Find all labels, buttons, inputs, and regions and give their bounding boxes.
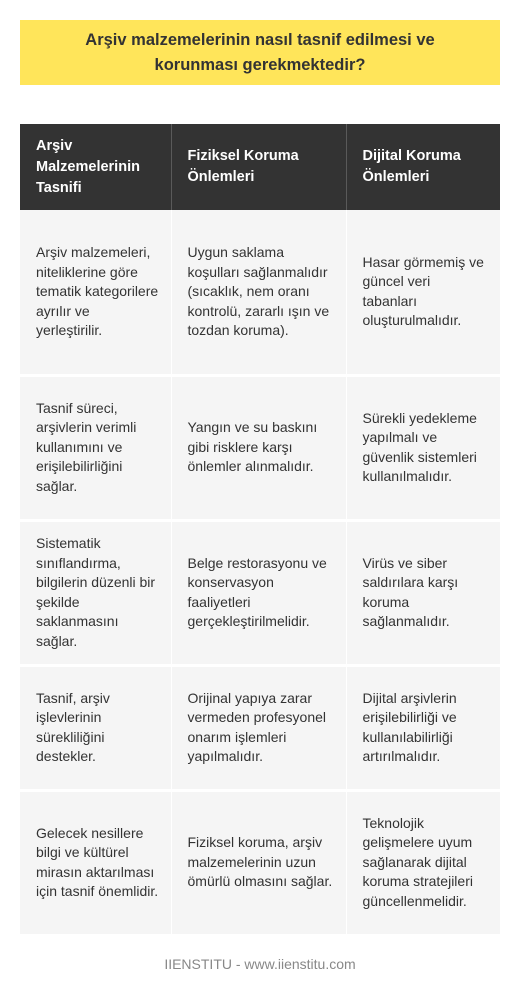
table-cell: Teknolojik gelişmelere uyum sağlanarak dijital koruma stratejileri güncellenmelidir.	[346, 790, 500, 935]
page-title	[20, 20, 500, 85]
page-title-text: Arşiv malzemelerinin nasıl tasnif edilmesi ve korunması gerekmektedir?	[85, 30, 435, 74]
footer-credit: IIENSTITU - www.iienstitu.com	[164, 956, 356, 972]
table-row	[20, 665, 500, 790]
table-cell: Sistematik sınıflandırma, bilgilerin düzenli bir şekilde saklanmasını sağlar.	[20, 520, 171, 665]
table-cell: Orijinal yapıya zarar vermeden profesyonel onarım işlemleri yapılmalıdır.	[171, 665, 346, 790]
column-header-digital-protection: Dijital Koruma Önlemleri	[346, 124, 500, 210]
comparison-table	[20, 124, 500, 937]
table-row	[20, 375, 500, 520]
header-row	[20, 124, 500, 210]
table-cell: Tasnif süreci, arşivlerin verimli kullanımını ve erişilebilirliğini sağlar.	[20, 375, 171, 520]
table-cell: Tasnif, arşiv işlevlerinin sürekliliğini destekler.	[20, 665, 171, 790]
table-header	[20, 124, 500, 210]
table-cell: Hasar görmemiş ve güncel veri tabanları oluşturulmalıdır.	[346, 210, 500, 375]
table-row	[20, 520, 500, 665]
table-cell: Dijital arşivlerin erişilebilirliği ve kullanılabilirliği artırılmalıdır.	[346, 665, 500, 790]
column-header-physical-protection: Fiziksel Koruma Önlemleri	[171, 124, 346, 210]
table-row	[20, 790, 500, 935]
table-cell: Virüs ve siber saldırılara karşı koruma sağlanmalıdır.	[346, 520, 500, 665]
table-cell: Yangın ve su baskını gibi risklere karşı önlemler alınmalıdır.	[171, 375, 346, 520]
table-cell: Uygun saklama koşulları sağlanmalıdır (sıcaklık, nem oranı kontrolü, zararlı ışın ve tozdan koruma).	[171, 210, 346, 375]
table-cell: Gelecek nesillere bilgi ve kültürel mirasın aktarılması için tasnif önemlidir.	[20, 790, 171, 935]
column-header-classification: Arşiv Malzemelerinin Tasnifi	[20, 124, 171, 210]
table-cell: Sürekli yedekleme yapılmalı ve güvenlik sistemleri kullanılmalıdır.	[346, 375, 500, 520]
table-cell: Belge restorasyonu ve konservasyon faaliyetleri gerçekleştirilmelidir.	[171, 520, 346, 665]
table-body	[20, 210, 500, 935]
table-cell: Fiziksel koruma, arşiv malzemelerinin uzun ömürlü olmasını sağlar.	[171, 790, 346, 935]
table-cell: Arşiv malzemeleri, niteliklerine göre tematik kategorilere ayrılır ve yerleştirilir.	[20, 210, 171, 375]
table-row	[20, 210, 500, 375]
